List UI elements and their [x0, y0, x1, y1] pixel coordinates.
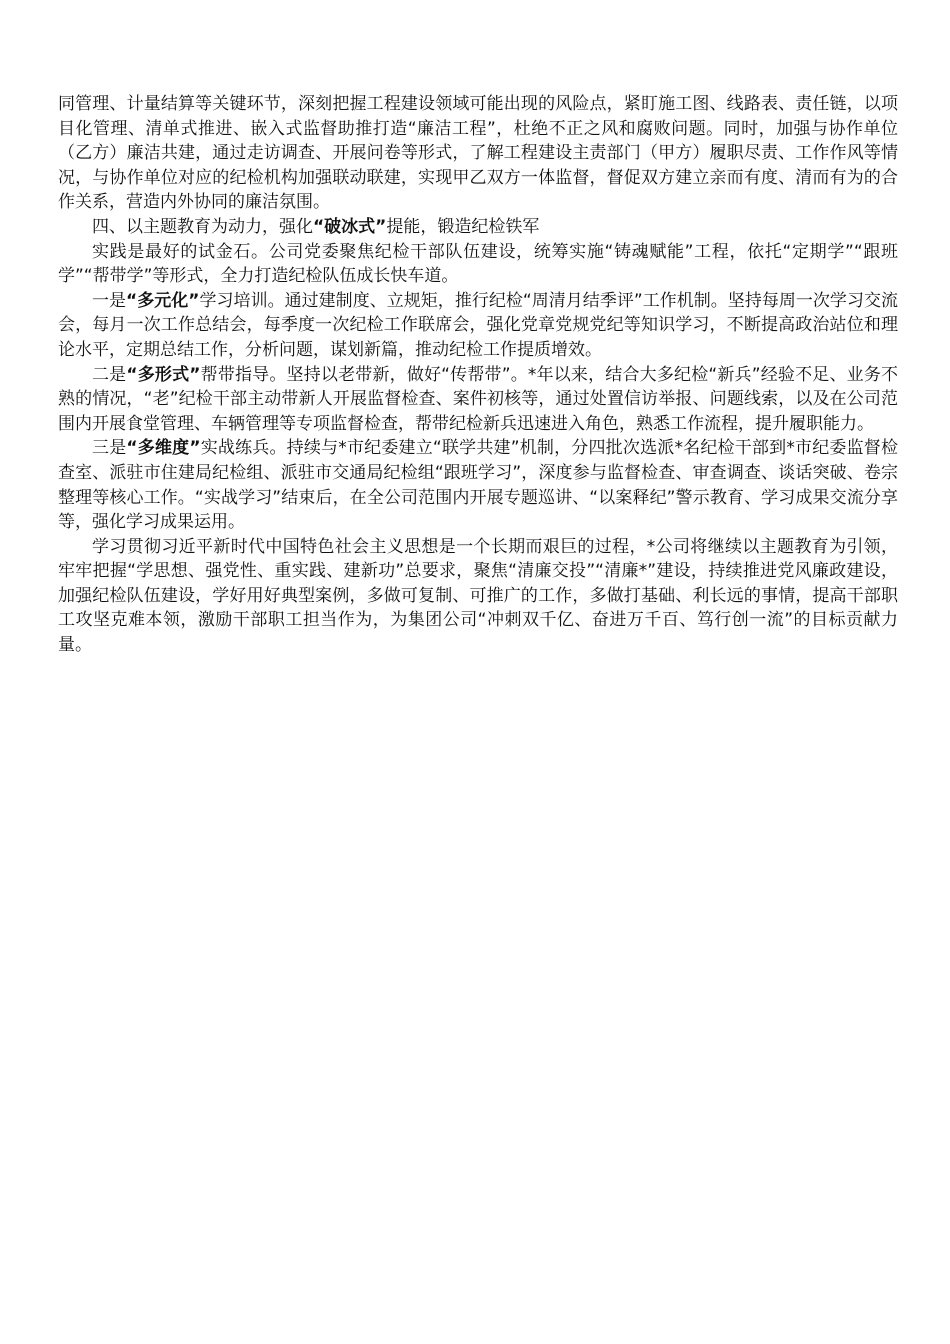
item-prefix: 一是: [92, 290, 127, 311]
paragraph-mentoring: [58, 363, 898, 437]
paragraph-conclusion: 学习贯彻习近平新时代中国特色社会主义思想是一个长期而艰巨的过程，*公司将继续以主题教育为引领，牢牢把握“学思想、强党性、重实践、建新功”总要求，聚焦“清廉交投”“清廉*”建设，持续推进党风廉政建设，加强纪检队伍建设，学好用好典型案例，多做可复制、可推广的工作，多做打基础、利长远的事情，提高干部职工攻坚克难本领，激励干部职工担当作为，为集团公司“冲刺双千亿、奋进万千百、笃行创一流”的目标贡献力量。: [58, 536, 898, 656]
item-body: 学习培训。通过建制度、立规矩，推行纪检“周清月结季评”工作机制。坚持每周一次学习交流会，每月一次工作总结会，每季度一次纪检工作联席会，强化党章党规党纪等知识学习，不断提高政治站位和理论水平，定期总结工作，分析问题，谋划新篇，推动纪检工作提质增效。: [58, 290, 898, 360]
item-body: 实战练兵。持续与*市纪委建立“联学共建”机制，分四批次选派*名纪检干部到*市纪委监督检查室、派驻市住建局纪检组、派驻市交通局纪检组“跟班学习”，深度参与监督检查、审查调查、谈话突破、卷宗整理等核心工作。“实战学习”结束后，在全公司范围内开展专题巡讲、“以案释纪”警示教育、学习成果交流分享等，强化学习成果运用。: [58, 438, 898, 533]
item-keyword: “多元化”: [126, 290, 200, 311]
document-page: [58, 92, 898, 658]
paragraph-diversified-training: [58, 289, 898, 363]
paragraph-project-supervision: 同管理、计量结算等关键环节，深刻把握工程建设领域可能出现的风险点，紧盯施工图、线路表、责任链，以项目化管理、清单式推进、嵌入式监督助推打造“廉洁工程”，杜绝不正之风和腐败问题。同时，加强与协作单位（乙方）廉洁共建，通过走访调查、开展问卷等形式，了解工程建设主责部门（甲方）履职尽责、工作作风等情况，与协作单位对应的纪检机构加强联动联建，实现甲乙双方一体监督，督促双方建立亲而有度、清而有为的合作关系，营造内外协同的廉洁氛围。: [58, 94, 898, 213]
heading-text-pre: 四、以主题教育为动力，强化: [92, 216, 313, 237]
paragraph-practice-intro: 实践是最好的试金石。公司党委聚焦纪检干部队伍建设，统筹实施“铸魂赋能”工程，依托“定期学”“跟班学”“帮带学”等形式，全力打造纪检队伍成长快车道。: [58, 241, 898, 287]
item-keyword: “多形式”: [126, 364, 201, 385]
item-body: 帮带指导。坚持以老带新，做好“传帮带”。*年以来，结合大多纪检“新兵”经验不足、业务不熟的情况，“老”纪检干部主动带新人开展监督检查、案件初核等，通过处置信访举报、问题线索，以及在公司范围内开展食堂管理、车辆管理等专项监督检查，帮带纪检新兵迅速进入角色，熟悉工作流程，提升履职能力。: [58, 364, 898, 434]
item-prefix: 三是: [92, 438, 127, 459]
heading-text-post: 提能，锻造纪检铁军: [386, 216, 540, 237]
item-prefix: 二是: [92, 364, 127, 385]
paragraph-practical-training: [58, 436, 898, 534]
item-keyword: “多维度”: [126, 438, 201, 459]
heading-text-bold: “破冰式”: [313, 216, 387, 237]
section-heading-4: [58, 215, 898, 240]
